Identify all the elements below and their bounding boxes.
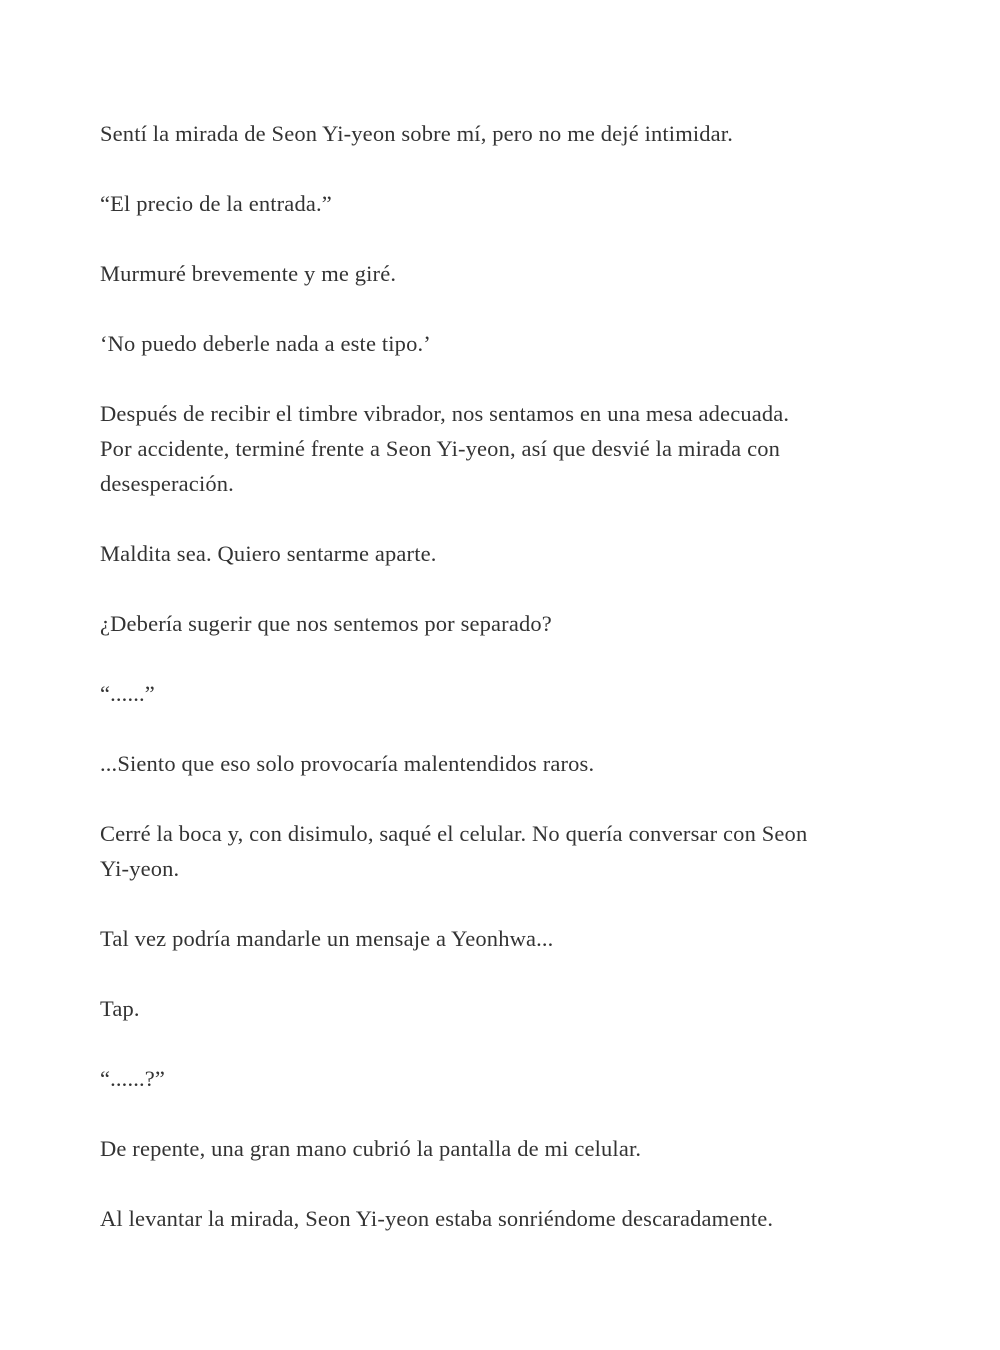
text-line: ‘No puedo deberle nada a este tipo.’ [100,331,431,356]
paragraph [100,1201,920,1236]
text-line: Sentí la mirada de Seon Yi-yeon sobre mí, pero no me dejé intimidar. [100,121,733,146]
paragraph [100,536,920,571]
text-line: Maldita sea. Quiero sentarme aparte. [100,541,437,566]
paragraph [100,326,920,361]
text-line: Al levantar la mirada, Seon Yi-yeon estaba sonriéndome descaradamente. [100,1206,774,1231]
text-line: desesperación. [100,471,234,496]
text-line: Tal vez podría mandarle un mensaje a Yeonhwa... [100,926,554,951]
paragraph [100,1131,920,1166]
text-line: ¿Debería sugerir que nos sentemos por separado? [100,611,552,636]
text-line: De repente, una gran mano cubrió la pantalla de mi celular. [100,1136,642,1161]
text-line: ...Siento que eso solo provocaría malentendidos raros. [100,751,595,776]
text-line: Tap. [100,996,140,1021]
text-line: Yi-yeon. [100,856,180,881]
paragraph [100,676,920,711]
text-line: Después de recibir el timbre vibrador, nos sentamos en una mesa adecuada. [100,401,790,426]
paragraph [100,186,920,221]
text-line: Cerré la boca y, con disimulo, saqué el celular. No quería conversar con Seon [100,821,808,846]
text-line: Por accidente, terminé frente a Seon Yi-yeon, así que desvié la mirada con [100,436,781,461]
paragraph [100,991,920,1026]
text-line: Murmuré brevemente y me giré. [100,261,397,286]
document-body [100,116,920,1271]
text-line: “......” [100,681,155,706]
text-line: “El precio de la entrada.” [100,191,332,216]
paragraph [100,116,920,151]
paragraph [100,746,920,781]
paragraph [100,606,920,641]
paragraph [100,1061,920,1096]
text-line: “......?” [100,1066,166,1091]
paragraph [100,816,920,886]
paragraph [100,921,920,956]
paragraph [100,396,920,501]
paragraph [100,256,920,291]
